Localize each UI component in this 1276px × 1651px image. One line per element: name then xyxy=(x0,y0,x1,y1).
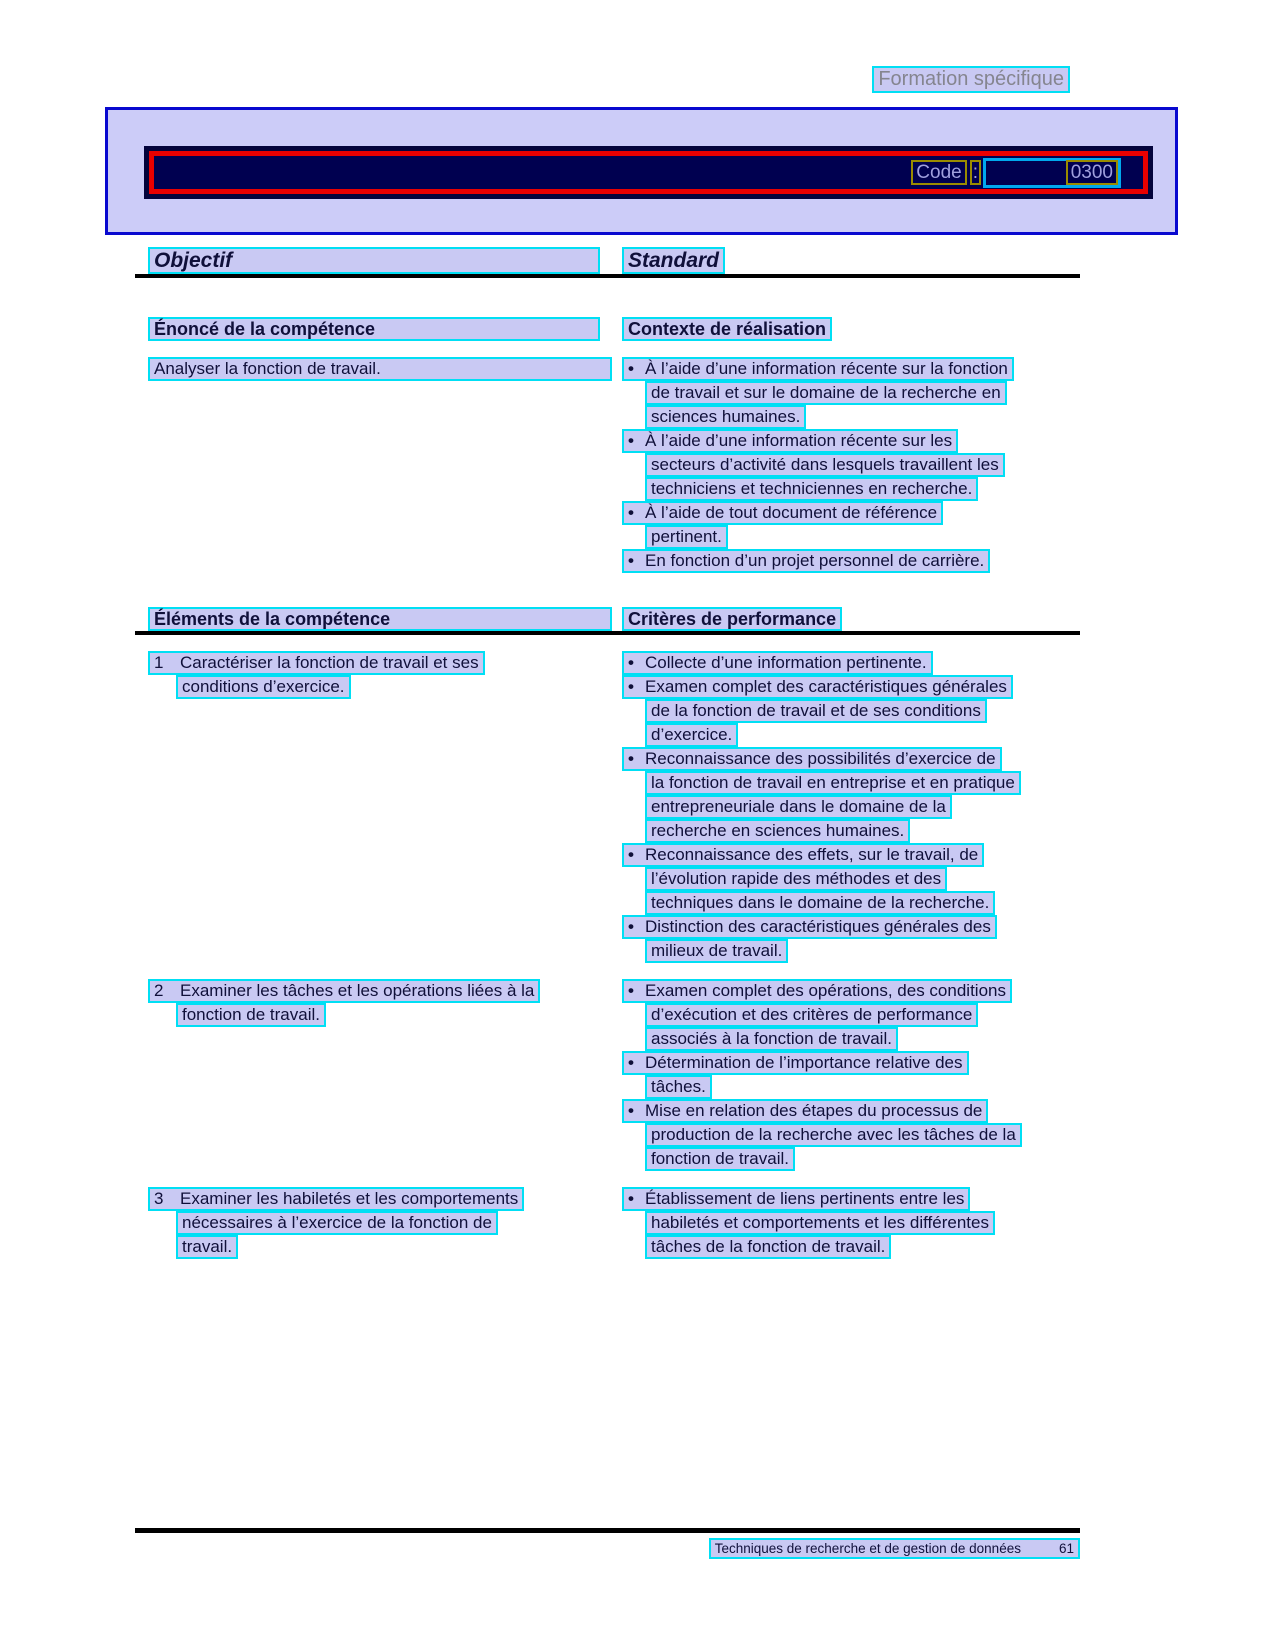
criterion-line: d’exécution et des critères de performance xyxy=(645,1003,978,1027)
element-item-2 xyxy=(135,979,1080,1171)
element-item-1 xyxy=(135,651,1080,963)
enonce-contexte-header-row xyxy=(135,317,1080,341)
criterion-line: • Détermination de l’importance relative des xyxy=(622,1051,969,1075)
bullet-icon: • xyxy=(628,1053,634,1072)
criterion-line: • Mise en relation des étapes du processus de xyxy=(622,1099,988,1123)
context-bullet-line: • En fonction d’un projet personnel de carrière. xyxy=(622,549,990,573)
context-bullet-line: pertinent. xyxy=(645,525,728,549)
element-text-line: 2 Examiner les tâches et les opérations liées à la xyxy=(148,979,540,1003)
element-text-line: travail. xyxy=(176,1235,238,1259)
bullet-icon: • xyxy=(628,1189,634,1208)
criterion-line: fonction de travail. xyxy=(645,1147,795,1171)
header-rule xyxy=(135,274,1080,278)
criterion-line: l’évolution rapide des méthodes et des xyxy=(645,867,947,891)
criterion-line: • Établissement de liens pertinents entre les xyxy=(622,1187,970,1211)
criterion-line: techniques dans le domaine de la recherche. xyxy=(645,891,995,915)
criterion-line: recherche en sciences humaines. xyxy=(645,819,910,843)
bullet-icon: • xyxy=(628,551,634,570)
program-title: Techniques de recherche et de gestion de données xyxy=(714,1541,1021,1556)
objectif-heading: Objectif xyxy=(148,247,600,274)
page-number: 61 xyxy=(1058,1541,1074,1556)
element-item-3 xyxy=(135,1187,1080,1259)
criterion-line: • Reconnaissance des effets, sur le travail, de xyxy=(622,843,984,867)
criterion-line: tâches de la fonction de travail. xyxy=(645,1235,891,1259)
competence-statement: Analyser la fonction de travail. xyxy=(148,357,612,381)
element-number: 2 xyxy=(154,981,164,1000)
context-bullet-line: techniciens et techniciennes en recherche. xyxy=(645,477,978,501)
criteres-heading: Critères de performance xyxy=(622,607,842,631)
criterion-line: • Examen complet des caractéristiques générales xyxy=(622,675,1013,699)
code-field[interactable] xyxy=(983,158,1121,188)
footer xyxy=(135,1538,1080,1559)
elements-heading: Éléments de la compétence xyxy=(148,607,612,631)
element-text-line: 3 Examiner les habiletés et les comportements xyxy=(148,1187,524,1211)
code-colon: : xyxy=(970,160,981,185)
bullet-icon: • xyxy=(628,845,634,864)
main-content xyxy=(135,247,1080,1259)
elements-rule xyxy=(135,631,1080,635)
criterion-line: tâches. xyxy=(645,1075,712,1099)
bullet-icon: • xyxy=(628,431,634,450)
bullet-icon: • xyxy=(628,981,634,1000)
code-label: Code xyxy=(911,160,966,185)
context-bullet-line: de travail et sur le domaine de la recherche en xyxy=(645,381,1007,405)
standard-heading: Standard xyxy=(622,247,725,274)
criterion-line: • Distinction des caractéristiques générales des xyxy=(622,915,997,939)
criterion-line: habiletés et comportements et les différentes xyxy=(645,1211,995,1235)
footer-rule xyxy=(135,1528,1080,1533)
element-text-line: conditions d’exercice. xyxy=(176,675,351,699)
criterion-line: d’exercice. xyxy=(645,723,738,747)
bullet-icon: • xyxy=(628,359,634,378)
criterion-line: • Collecte d’une information pertinente. xyxy=(622,651,933,675)
bullet-icon: • xyxy=(628,749,634,768)
footer-text xyxy=(709,1538,1080,1559)
enonce-heading: Énoncé de la compétence xyxy=(148,317,600,341)
bullet-icon: • xyxy=(628,1101,634,1120)
elements-criteres-header-row xyxy=(135,607,1080,631)
title-banner-inner xyxy=(149,151,1148,194)
context-bullet-line: secteurs d’activité dans lesquels travaillent les xyxy=(645,453,1005,477)
criterion-line: production de la recherche avec les tâches de la xyxy=(645,1123,1022,1147)
element-text-line: nécessaires à l’exercice de la fonction de xyxy=(176,1211,498,1235)
contexte-heading: Contexte de réalisation xyxy=(622,317,832,341)
bullet-icon: • xyxy=(628,503,634,522)
context-bullet-line: sciences humaines. xyxy=(645,405,806,429)
context-bullet-line: • À l’aide d’une information récente sur la fonction xyxy=(622,357,1014,381)
element-text-line: 1 Caractériser la fonction de travail et ses xyxy=(148,651,485,675)
context-bullet-line: • À l’aide de tout document de référence xyxy=(622,501,943,525)
enonce-body-row xyxy=(135,357,1080,573)
bullet-icon: • xyxy=(628,677,634,696)
criterion-line: • Examen complet des opérations, des conditions xyxy=(622,979,1012,1003)
criterion-line: • Reconnaissance des possibilités d’exercice de xyxy=(622,747,1002,771)
criterion-line: associés à la fonction de travail. xyxy=(645,1027,898,1051)
section-label: Formation spécifique xyxy=(872,66,1070,93)
criterion-line: milieux de travail. xyxy=(645,939,788,963)
code-value: 0300 xyxy=(1066,160,1118,185)
objectif-standard-row xyxy=(135,247,1080,274)
criterion-line: la fonction de travail en entreprise et en pratique xyxy=(645,771,1021,795)
context-bullet-line: • À l’aide d’une information récente sur les xyxy=(622,429,958,453)
bullet-icon: • xyxy=(628,653,634,672)
element-text-line: fonction de travail. xyxy=(176,1003,326,1027)
bullet-icon: • xyxy=(628,917,634,936)
criterion-line: entrepreneuriale dans le domaine de la xyxy=(645,795,952,819)
element-number: 3 xyxy=(154,1189,164,1208)
element-number: 1 xyxy=(154,653,164,672)
title-banner xyxy=(105,107,1178,235)
criterion-line: de la fonction de travail et de ses conditions xyxy=(645,699,987,723)
